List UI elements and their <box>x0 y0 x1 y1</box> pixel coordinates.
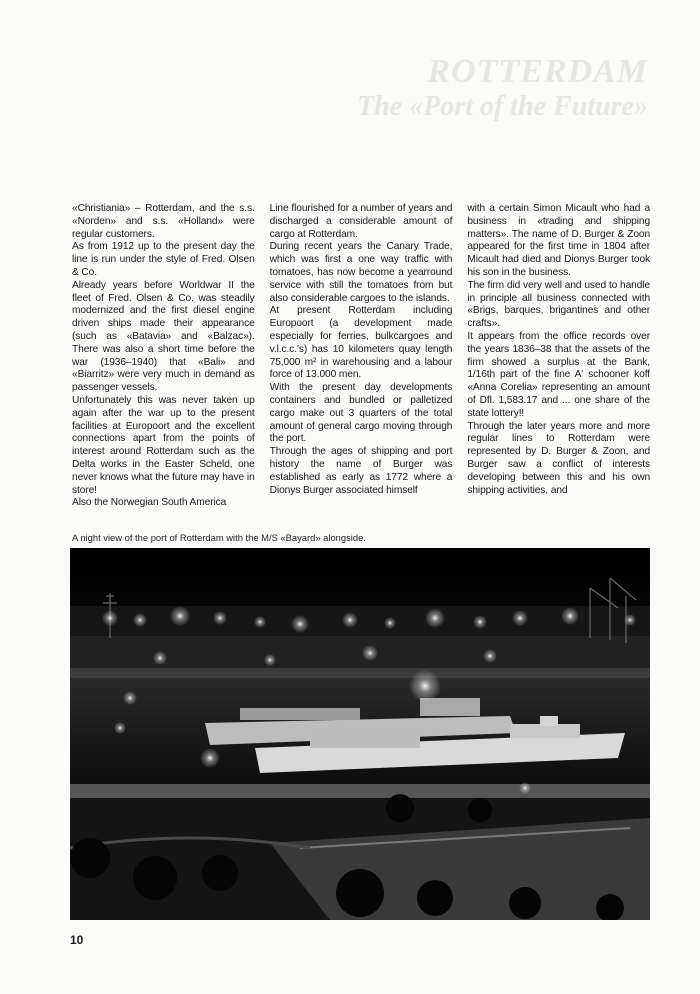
port-night-photo <box>70 548 650 920</box>
show-through-heading <box>357 52 648 123</box>
paragraph: It appears from the office records over the years 1836–38 that the assets of the firm showed a surplus at the Bank, 1/16th part of the fine A' schooner koff «Anna Corelia» representing an amount of Dfl. 1,583.17 and ... one share of the state lottery!! <box>467 330 651 419</box>
text-columns <box>72 203 650 508</box>
paragraph: With the present day developments containers and bundled or palletized cargo make out 3 quarters of the total amount of general cargo moving through the port. <box>269 382 453 445</box>
paragraph: Line flourished for a number of years and discharged a considerable amount of cargo at Rotterdam. <box>269 203 453 240</box>
paragraph: Also the Norwegian South America <box>72 497 227 509</box>
paragraph: Already years before Worldwar II the fleet of Fred. Olsen & Co. was steadily modernized and the first diesel engine driven ships made their appearance (such as «Batavia» and «Balzac»). There was also a short time before the war (1936–1940) that «Bali» and «Biarritz» were very much in demand as passenger vessels. <box>72 279 255 394</box>
paragraph: «Christiania» – Rotterdam, and the s.s. «Norden» and s.s. «Holland» were regular customers. <box>72 203 255 240</box>
paragraph: Unfortunately this was never taken up again after the war up to the present facilities at Europoort and the excellent connections apart from the points of interest around Rotterdam such as the Delta works in the Easter Scheld, one never knows what the future may have in store! <box>72 394 255 496</box>
column-2 <box>270 203 453 508</box>
paragraph: As from 1912 up to the present day the line is run under the style of Fred. Olsen & Co. <box>72 241 255 278</box>
column-1 <box>72 203 255 508</box>
paragraph: Through the ages of shipping and port history the name of Burger was established as early as 1772 where a Dionys Burger associated himself <box>269 446 453 496</box>
photo-caption: A night view of the port of Rotterdam with the M/S «Bayard» alongside. <box>72 532 366 543</box>
paragraph: During recent years the Canary Trade, which was first a one way traffic with tomatoes, has now become a yearround service with still the tomatoes from but also considerable cargoes to the islands. <box>269 241 453 304</box>
paragraph: Through the later years more and more regular lines to Rotterdam were represented by D. Burger & Zoon, and Burger saw a conflict of interests developing between this and his own shipping activities, and <box>467 420 651 496</box>
ghost-heading-line-1: ROTTERDAM <box>427 53 648 90</box>
paragraph: with a certain Simon Micault who had a business in «trading and shipping matters». The name of D. Burger & Zoon appeared for the first time in 1804 after Micault had died and Dionys Burger took his son in the business. <box>467 203 651 278</box>
page-number: 10 <box>70 933 84 947</box>
column-3 <box>467 203 650 508</box>
paragraph: At present Rotterdam including Europoort (a development made especially for ferries, bulkcargoes and v.l.c.c.'s) has 10 kilometers quay length 75,000 m² in warehousing and a labour force of 13.000 men. <box>269 305 453 381</box>
night-harbour-illustration <box>70 548 650 920</box>
paragraph: The firm did very well and used to handle in principle all business connected with «Brigs, barques, brigantines and other crafts». <box>467 279 651 330</box>
ghost-heading-line-2: The «Port of the Future» <box>357 91 648 123</box>
